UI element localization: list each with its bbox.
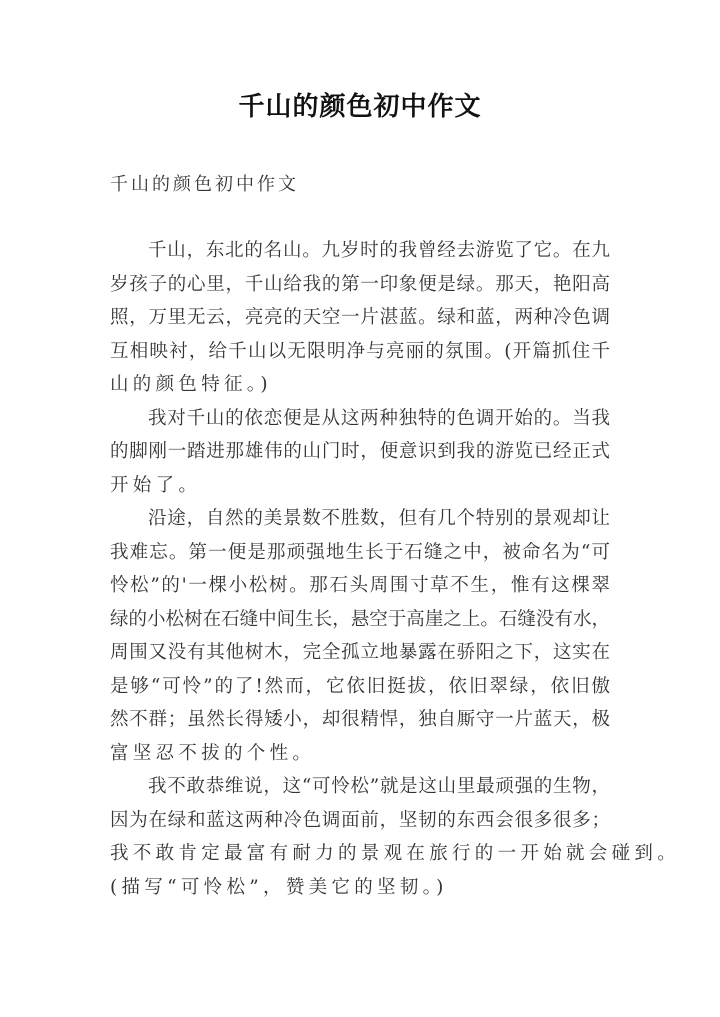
paragraph: [110, 234, 610, 402]
paragraph-line: 互相映衬，给千山以无限明净与亮丽的氛围。(开篇抓住千: [110, 340, 610, 362]
paragraph-line: 绿的小松树在石缝中间生长，悬空于高崖之上。石缝没有水，: [110, 608, 610, 630]
paragraph-line: 是够“可怜”的了!然而，它依旧挺拔，依旧翠绿，依旧傲: [110, 675, 610, 697]
paragraph-line: 我不敢恭维说，这“可怜松”就是这山里最顽强的生物，: [148, 776, 610, 797]
document-body: [110, 234, 681, 904]
paragraph-line: 照，万里无云，亮亮的天空一片湛蓝。绿和蓝，两种冷色调: [110, 307, 610, 328]
paragraph-line: 开始了。: [110, 474, 202, 496]
paragraph-line: 我难忘。第一便是那顽强地生长于石缝之中，被命名为“可: [110, 541, 610, 563]
paragraph-line: 然不群；虽然长得矮小，却很精悍，独自厮守一片蓝天，极: [110, 709, 610, 730]
paragraph-line: 富坚忍不拔的个性。: [110, 742, 316, 764]
paragraph-line: 山的颜色特征。): [110, 374, 272, 395]
paragraph: [110, 770, 681, 904]
paragraph-line: (描写“可怜松”，赞美它的坚韧。): [110, 876, 448, 898]
paragraph-line: 怜松”的'一棵小松树。那石头周围寸草不生，惟有这棵翠: [110, 575, 610, 596]
paragraph-line: 的脚刚一踏进那雄伟的山门时，便意识到我的游览已经正式: [110, 441, 610, 462]
paragraph-line: 岁孩子的心里，千山给我的第一印象便是绿。那天，艳阳高: [110, 273, 610, 295]
paragraph-line: 沿途，自然的美景数不胜数，但有几个特别的景观却让: [148, 508, 610, 529]
paragraph-line: 因为在绿和蓝这两种冷色调面前，坚韧的东西会很多很多；: [110, 809, 610, 831]
paragraph-line: 我不敢肯定最富有耐力的景观在旅行的一开始就会碰到。: [110, 843, 681, 864]
paragraph: [110, 402, 610, 503]
document-subtitle: 千山的颜色初中作文: [110, 174, 299, 195]
paragraph-line: 千山，东北的名山。九岁时的我曾经去游览了它。在九: [148, 240, 610, 261]
document-title: 千山的颜色初中作文: [238, 92, 482, 122]
paragraph-line: 我对千山的依恋便是从这两种独特的色调开始的。当我: [148, 407, 610, 429]
paragraph-line: 周围又没有其他树木，完全孤立地暴露在骄阳之下，这实在: [110, 642, 610, 663]
paragraph: [110, 502, 610, 770]
